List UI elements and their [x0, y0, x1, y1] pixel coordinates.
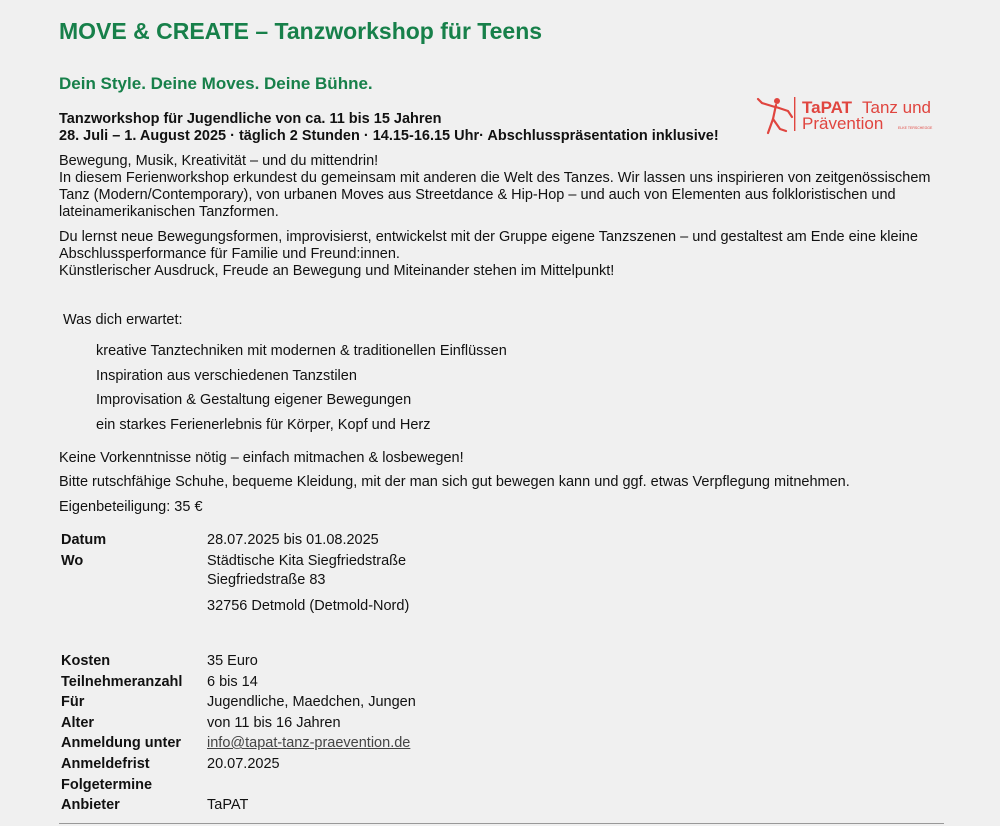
label-anbieter: Anbieter [61, 797, 120, 813]
logo-line1: Tanz und [862, 98, 931, 117]
list-item: Inspiration aus verschiedenen Tanzstilen [96, 367, 357, 384]
value-anbieter: TaPAT [207, 797, 249, 813]
value-wo-street: Siegfriedstraße 83 [207, 572, 326, 588]
note-fee: Eigenbeteiligung: 35 € [59, 499, 203, 515]
summary-line-age: Tanzworkshop für Jugendliche von ca. 11 bis 15 Jahren [59, 111, 442, 127]
logo-line2: Prävention [802, 114, 884, 133]
logo-brand: TaPAT [802, 98, 853, 117]
expect-heading: Was dich erwartet: [63, 312, 183, 328]
value-wo-venue: Städtische Kita Siegfriedstraße [207, 553, 407, 569]
label-kosten: Kosten [61, 653, 111, 669]
value-wo-city: 32756 Detmold (Detmold-Nord) [207, 598, 410, 614]
label-folgetermine: Folgetermine [61, 777, 153, 793]
intro-line: Bewegung, Musik, Kreativität – und du mittendrin! [59, 153, 379, 169]
dancer-icon [758, 98, 792, 133]
value-fuer: Jugendliche, Maedchen, Jungen [207, 694, 416, 710]
value-teilnehmer: 6 bis 14 [207, 674, 258, 690]
email-link[interactable]: info@tapat-tanz-praevention.de [207, 735, 411, 751]
intro-paragraph-1 [59, 153, 939, 221]
intro-line: Künstlerischer Ausdruck, Freude an Bewegung und Miteinander stehen im Mittelpunkt! [59, 263, 615, 279]
list-item: Improvisation & Gestaltung eigener Bewegungen [96, 392, 412, 408]
list-item: ein starkes Ferienerlebnis für Körper, Kopf und Herz [96, 416, 431, 433]
label-wo: Wo [61, 553, 84, 569]
label-anmeldung: Anmeldung unter [61, 735, 182, 751]
intro-paragraph-2 [59, 229, 939, 280]
label-teilnehmer: Teilnehmeranzahl [61, 674, 183, 690]
intro-line: Du lernst neue Bewegungsformen, improvisierst, entwickelst mit der Gruppe eigene Tanzszenen – und gestaltest am Ende eine kleine Abschlussperformance für Familie und Freund:innen. [59, 229, 918, 262]
logo-tagline: ELKE TERSCHEGGE [898, 126, 933, 130]
note-clothing: Bitte rutschfähige Schuhe, bequeme Kleidung, mit der man sich gut bewegen kann und ggf. etwas Verpflegung mitnehmen. [59, 474, 850, 490]
value-kosten: 35 Euro [207, 653, 258, 669]
divider [59, 823, 944, 824]
tapat-logo [756, 93, 946, 137]
page-subtitle: Dein Style. Deine Moves. Deine Bühne. [59, 74, 373, 93]
anmeldung-value [207, 735, 410, 751]
expect-list [96, 341, 507, 439]
summary-line-dates: 28. Juli – 1. August 2025 · täglich 2 Stunden · 14.15-16.15 Uhr· Abschlusspräsentation inklusive! [59, 128, 719, 144]
value-alter: von 11 bis 16 Jahren [207, 715, 341, 731]
value-anmeldefrist: 20.07.2025 [207, 756, 280, 772]
workshop-summary [59, 111, 719, 145]
label-datum: Datum [61, 532, 107, 548]
label-anmeldefrist: Anmeldefrist [61, 756, 150, 772]
value-datum: 28.07.2025 bis 01.08.2025 [207, 532, 379, 548]
intro-line: In diesem Ferienworkshop erkundest du gemeinsam mit anderen die Welt des Tanzes. Wir lassen uns inspirieren von zeitgenössischem Tanz (Modern/Contemporary), von urbanen Moves aus Streetdance & Hip-Hop – und auch von Elementen aus folkloristischen und lateinamerikanischen Tanzformen. [59, 170, 931, 220]
label-fuer: Für [61, 694, 85, 710]
label-alter: Alter [61, 715, 95, 731]
note-no-experience: Keine Vorkenntnisse nötig – einfach mitmachen & losbewegen! [59, 450, 464, 466]
list-item: kreative Tanztechniken mit modernen & traditionellen Einflüssen [96, 343, 507, 359]
page-title: MOVE & CREATE – Tanzworkshop für Teens [59, 18, 543, 44]
